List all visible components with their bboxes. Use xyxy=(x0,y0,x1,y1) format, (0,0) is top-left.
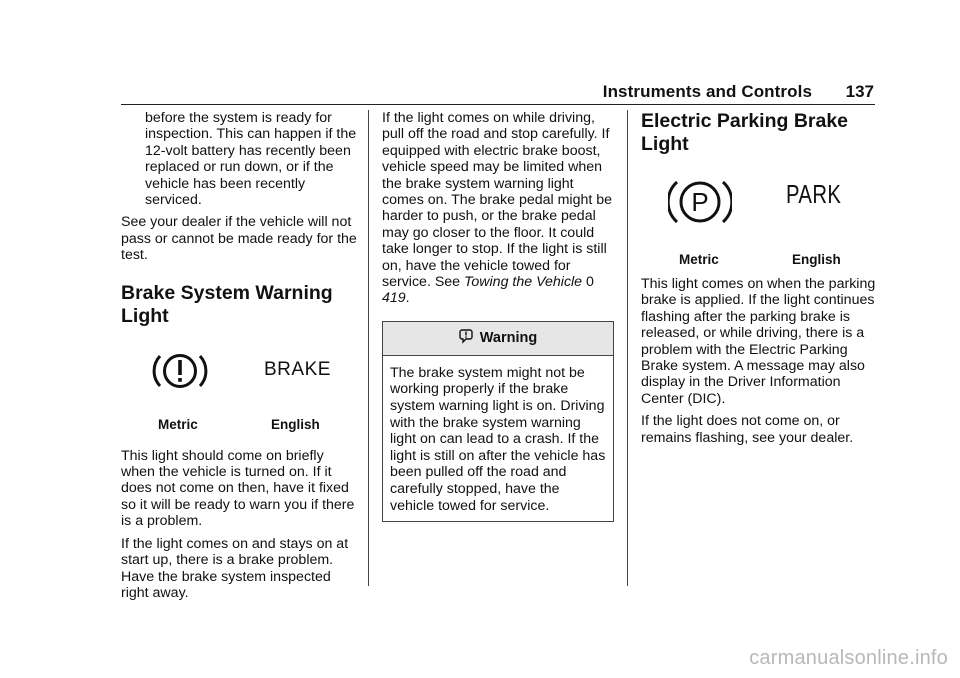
section-title: Instruments and Controls xyxy=(602,82,812,101)
warning-title: Warning xyxy=(479,330,538,347)
park-brake-icons xyxy=(641,156,879,276)
english-label: English xyxy=(271,416,320,432)
continued-text: before the system is ready for inspection. This can happen if the 12-volt battery has recently been replaced or run down, or if the vehicle has been recently serviced. xyxy=(145,110,357,209)
brake-text-icon: BRAKE xyxy=(264,358,331,380)
watermark: carmanualsonline.info xyxy=(749,647,948,669)
column-1 xyxy=(121,110,357,607)
dealer-note: See your dealer if the vehicle will not pass or cannot be made ready for the test. xyxy=(121,214,357,264)
park-light-para-2: If the light does not come on, or remains flashing, see your dealer. xyxy=(641,413,854,446)
warning-body: The brake system might not be working properly if the brake system warning light is on. Driving with the brake system warning light on can lead to a crash. If the light is still on after the vehicle has been pulled off the road and carefully stopped, have the vehicle towed for service. xyxy=(390,364,606,514)
column-3 xyxy=(641,110,879,452)
header-rule xyxy=(121,104,875,105)
brake-light-para-2: If the light comes on and stays on at start up, there is a brake problem. Have the brake system inspected right away. xyxy=(121,535,349,601)
page-ref-number[interactable]: 419 xyxy=(382,290,406,307)
page-number: 137 xyxy=(845,82,874,101)
brake-light-para-1: This light should come on briefly when the vehicle is turned on. If it does not come on then, have it fixed so it will be ready to warn you if there is a problem. xyxy=(121,447,355,530)
park-light-para-1: This light comes on when the parking brake is applied. If the light continues flashing after the parking brake is released, or while driving, there is a problem with the Electric Parking Brake system. A message may also display in the Driver Information Center (DIC). xyxy=(641,276,876,407)
column-2 xyxy=(382,110,614,522)
english-label: English xyxy=(792,252,841,267)
driving-text: If the light comes on while driving, pull off the road and stop carefully. If equipped with electric brake boost, vehicle speed may be limited when the brake system warning light comes on. The brake pedal might be harder to push, or the brake pedal may go closer to the floor. It could take longer to stop. If the light is still on, have the vehicle towed for service. See xyxy=(382,110,613,291)
electric-parking-brake-heading: Electric Parking Brake Light xyxy=(641,110,849,155)
warning-header xyxy=(383,322,613,356)
brake-system-heading: Brake System Warning Light xyxy=(121,281,333,327)
park-brake-icon xyxy=(668,176,732,228)
warning-box xyxy=(382,321,614,522)
column-divider xyxy=(368,110,369,586)
metric-label: Metric xyxy=(158,416,198,432)
metric-label: Metric xyxy=(679,252,719,267)
park-metric-symbol: P xyxy=(691,187,709,217)
ref-end: . xyxy=(405,290,410,307)
brake-icons xyxy=(121,328,357,438)
towing-link[interactable]: Towing the Vehicle xyxy=(464,274,583,291)
warning-triangle-icon xyxy=(459,328,473,344)
brake-warning-icon xyxy=(151,350,209,392)
park-text-icon: PARK xyxy=(786,179,842,209)
driving-para xyxy=(382,110,614,307)
page-ref-symbol: 0 xyxy=(586,274,594,291)
column-divider xyxy=(627,110,628,586)
